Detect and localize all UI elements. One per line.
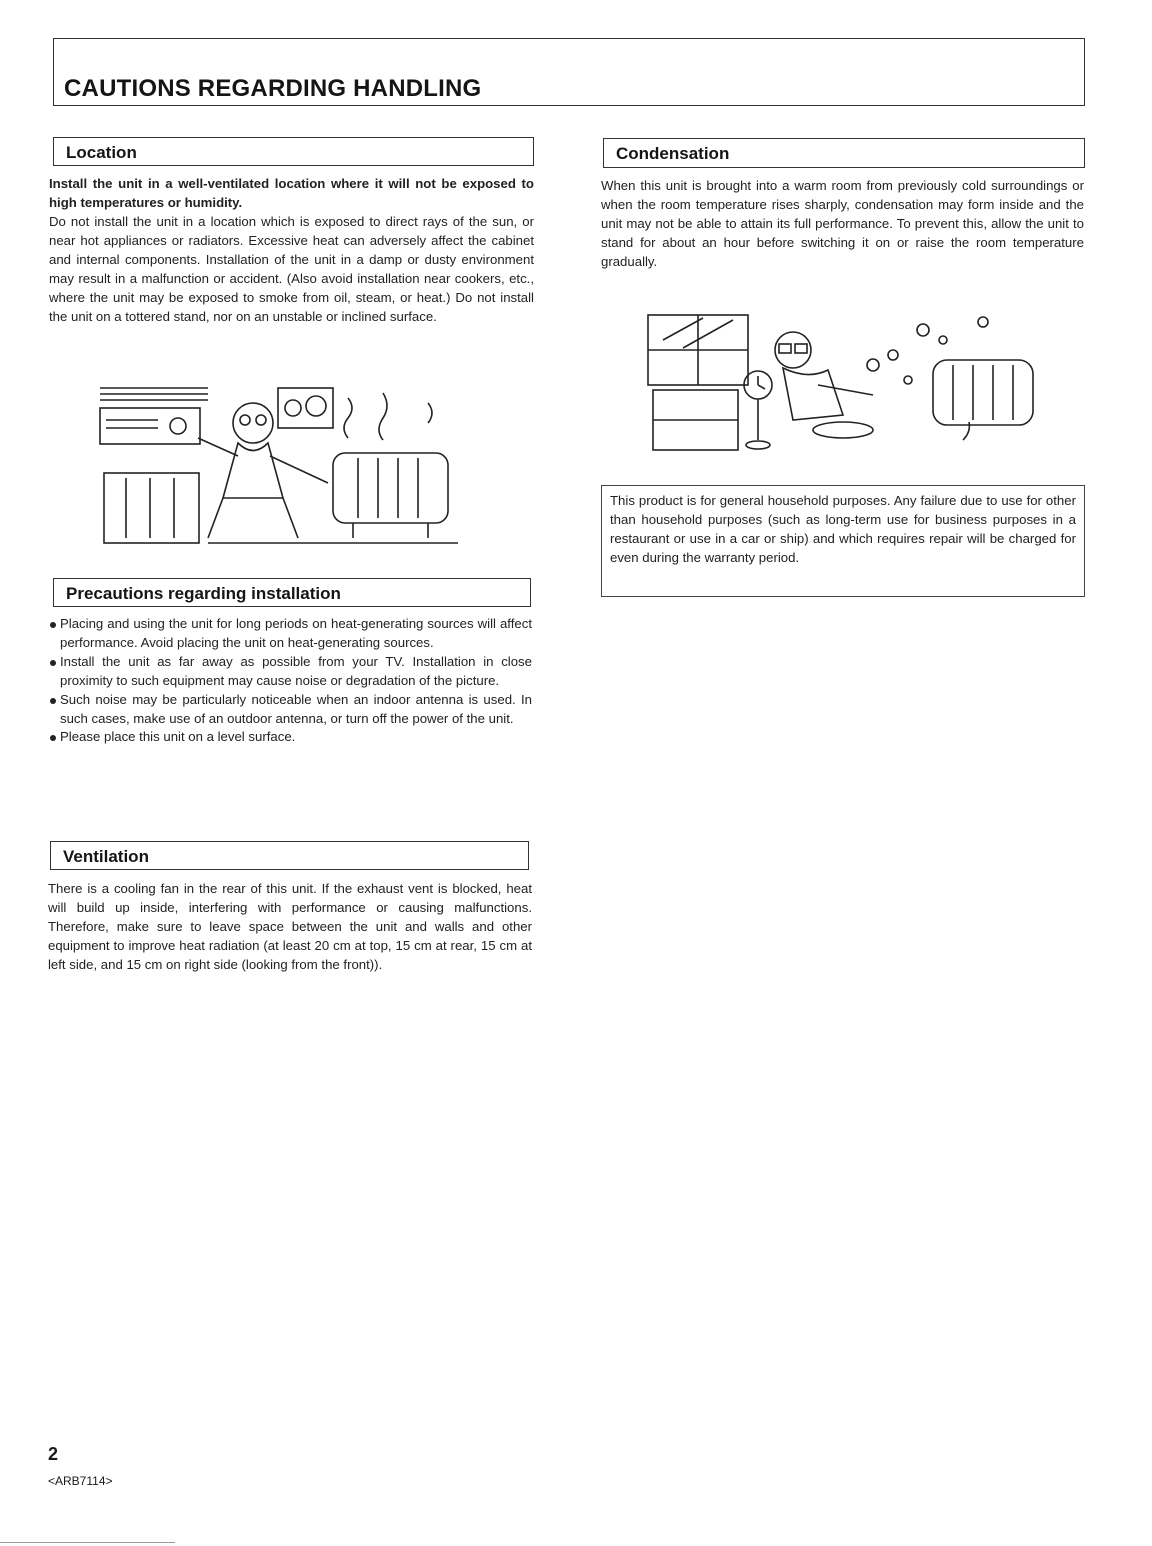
precautions-heading: Precautions regarding installation <box>66 584 341 603</box>
footer-rule <box>0 1542 175 1543</box>
heater-icon <box>333 453 448 523</box>
location-bold-intro: Install the unit in a well-ventilated location where it will not be exposed to high temperatures or humidity. <box>49 176 534 210</box>
ventilation-body: There is a cooling fan in the rear of this unit. If the exhaust vent is blocked, heat will build up inside, interfering with performance or causing malfunctions. Therefore, make sure to leave space between the unit and walls and other equipment to improve heat radiation (at least 20 cm at top, 15 cm at rear, 15 cm at left side, and 15 cm on right side (looking from the front)). <box>48 881 532 972</box>
stereo-unit-icon <box>100 408 200 444</box>
heater-icon <box>933 360 1033 425</box>
list-item: Placing and using the unit for long periods on heat-generating sources will affect performance. Avoid placing the unit on heat-generating sources. <box>48 615 532 653</box>
cabinet-icon <box>104 473 199 543</box>
location-body: Do not install the unit in a location which is exposed to direct rays of the sun, or near hot appliances or radiators. Excessive heat can adversely affect the cabinet and internal components. Installation of the unit in a damp or dusty environment may result in a malfunction or accident. (Also avoid installation near cookers, etc., where the unit may be exposed to smoke from oil, steam, or heat.) Do not install the unit on a tottered stand, nor on an unstable or inclined surface. <box>49 214 534 324</box>
location-heading-box <box>53 137 534 166</box>
location-heading: Location <box>66 143 137 162</box>
household-note-text: This product is for general household purposes. Any failure due to use for other than household purposes (such as long-term use for business purposes in a restaurant or use in a car or ship) and which requires repair will be charged for even during the warranty period. <box>610 493 1076 565</box>
condensation-heading: Condensation <box>616 144 730 163</box>
location-intro <box>49 175 534 213</box>
condensation-body: When this unit is brought into a warm room from previously cold surroundings or when the room temperature rises sharply, condensation may form inside and the unit may not be able to attain its full performance. To prevent this, allow the unit to stand for about an hour before switching it on or raise the room temperature gradually. <box>601 178 1084 269</box>
precautions-list <box>48 615 532 747</box>
person-icon <box>775 332 811 368</box>
ventilation-heading: Ventilation <box>63 847 149 866</box>
ventilation-heading-box <box>50 841 529 870</box>
heat-location-illustration <box>98 378 460 553</box>
condensation-heading-box <box>603 138 1085 168</box>
person-icon <box>233 403 273 443</box>
list-item: Such noise may be particularly noticeable when an indoor antenna is used. In such cases, make use of an outdoor antenna, or turn off the power of the unit. <box>48 691 532 729</box>
list-item: Install the unit as far away as possible from your TV. Installation in close proximity to such equipment may cause noise or degradation of the picture. <box>48 653 532 691</box>
page-title: CAUTIONS REGARDING HANDLING <box>64 75 482 102</box>
precautions-heading-box <box>53 578 531 607</box>
list-item: Please place this unit on a level surface. <box>48 728 532 747</box>
household-use-note <box>601 485 1085 597</box>
document-code: <ARB7114> <box>48 1474 113 1488</box>
condensation-illustration <box>643 310 1043 460</box>
page-number: 2 <box>48 1444 59 1464</box>
title-box <box>53 38 1085 106</box>
